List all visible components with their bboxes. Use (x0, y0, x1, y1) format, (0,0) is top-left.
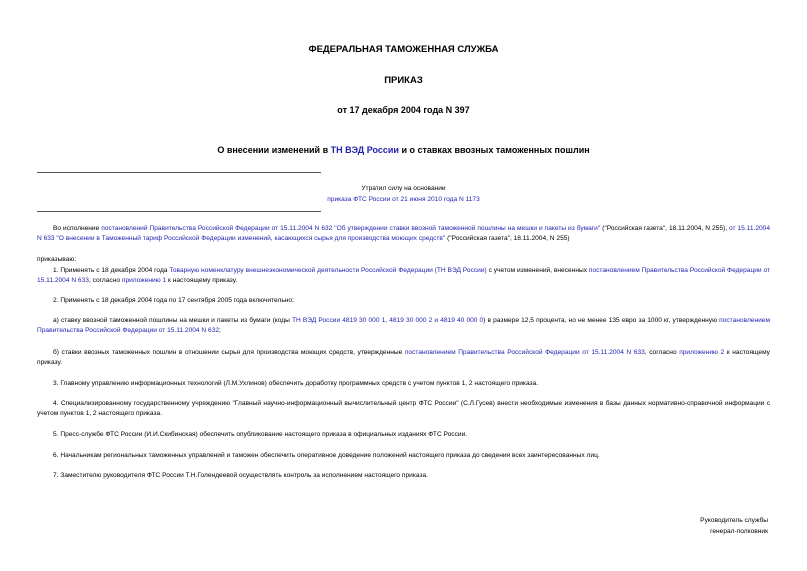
resolution-633-link-3[interactable]: постановлением Правительства Российской Федерации от 15.11.2004 N 633 (404, 349, 645, 356)
paragraph-5: 5. Пресс-службе ФТС России (И.И.Скибинская) обеспечить опубликование настоящего приказа в официальных изданиях ФТС России. (53, 431, 468, 438)
repeal-order-link[interactable]: приказа ФТС России от 21 июня 2010 года N 1173 (327, 196, 480, 203)
date-number-heading: от 17 декабря 2004 года N 397 (337, 105, 470, 115)
document-title (0, 145, 807, 155)
divider-top (37, 172, 321, 173)
intro-paragraph: Во исполнение постановлений Правительства Российской Федерации от 15.11.2004 N 632 "Об утверждении ставки ввозной таможенной пошлины на мешки и пакеты из бумаги" ("Российская газета", 18.11.2004, N 255), от 15.11.2004 N 633 "О внесении в Таможенный тариф Российской Федерации изменений, касающихся сырья для производства моющих средств" ("Российская газета", 18.11.2004, N 255) (37, 225, 771, 243)
paragraph-6: 6. Начальникам региональных таможенных управлений и таможен обеспечить оперативное доведение положений настоящего приказа до сведения всех заинтересованных лиц. (53, 452, 600, 459)
title-suffix: и о ставках ввозных таможенных пошлин (398, 145, 590, 155)
divider-bottom (37, 211, 321, 212)
paragraph-4: 4. Специализированному государственному учреждению "Главный научно-информационный вычислительный центр ФТС России" (С.Л.Гусев) внести необходимые изменения в базы данных нормативно-справочной информации с учетом пунктов 1, 2 настоящего приказа. (37, 400, 770, 418)
appendix-1-link[interactable]: приложению 1 (121, 277, 167, 285)
tn-ved-codes-link[interactable]: ТН ВЭД России 4819 30 000 1, 4819 30 000 2 и 4819 40 000 0 (291, 317, 484, 324)
appendix-2-link[interactable]: приложению 2 (679, 349, 725, 356)
paragraph-2b: б) ставки ввозных таможенных пошлин в отношении сырья для производства моющих средств, утвержденные постановлением Правительства Российской Федерации от 15.11.2004 N 633, согласно приложению 2 к настоящему приказу. (37, 349, 770, 367)
tn-ved-link[interactable]: ТН ВЭД России (330, 145, 399, 155)
paragraph-7: 7. Заместителю руководителя ФТС России Т.Н.Голендеевой осуществлять контроль за исполнением настоящего приказа. (53, 472, 428, 479)
resolution-632-link-2[interactable]: постановлением Правительства Российской Федерации от 15.11.2004 N 632 (37, 317, 770, 335)
paragraph-1: 1. Применять с 18 декабря 2004 года Товарную номенклатуру внешнеэкономической деятельности Российской Федерации (ТН ВЭД России) с учетом изменений, внесенных постановлением Правительства Российской Федерации от 15.11.2004 N 633, согласно приложению 1 к настоящему приказу. (37, 267, 770, 285)
resolution-633-link-2[interactable]: постановлением Правительства Российской Федерации от 15.11.2004 N 633 (37, 267, 770, 285)
signature-rank: генерал-полковник (710, 528, 768, 535)
resolution-632-link[interactable]: постановлений Правительства Российской Федерации от 15.11.2004 N 632 "Об утверждении ставки ввозной таможенной пошлины на мешки и пакеты из бумаги" (101, 225, 601, 232)
doc-type-heading: ПРИКАЗ (384, 75, 423, 86)
status-note-line (281, 195, 526, 205)
paragraph-2: 2. Применять с 18 декабря 2004 года по 17 сентября 2005 года включительно: (53, 297, 294, 304)
resolution-633-link[interactable]: от 15.11.2004 N 633 "О внесении в Таможенный тариф Российской Федерации изменений, касающихся сырья для производства моющих средств" (37, 225, 771, 243)
paragraph-2a: а) ставку ввозной таможенной пошлины на мешки и пакеты из бумаги (коды ТН ВЭД России 4819 30 000 1, 4819 30 000 2 и 4819 40 000 0) в размере 12,5 процента, но не менее 135 евро за 1000 кг, утвержденную постановлением Правительства Российской Федерации от 15.11.2004 N 632; (37, 317, 770, 335)
title-prefix: О внесении изменений в (217, 145, 331, 155)
signature-title: Руководитель службы (700, 517, 768, 524)
order-word: приказываю: (37, 256, 77, 263)
agency-heading: ФЕДЕРАЛЬНАЯ ТАМОЖЕННАЯ СЛУЖБА (308, 44, 499, 55)
tn-ved-nomenclature-link[interactable]: Товарную номенклатуру внешнеэкономической деятельности Российской Федерации (ТН ВЭД России) (169, 267, 487, 274)
paragraph-3: 3. Главному управлению информационных технологий (Л.М.Ухлинов) обеспечить доработку программных средств с учетом пунктов 1, 2 настоящего приказа. (53, 380, 539, 387)
status-note-text: Утратил силу на основании (361, 185, 446, 192)
